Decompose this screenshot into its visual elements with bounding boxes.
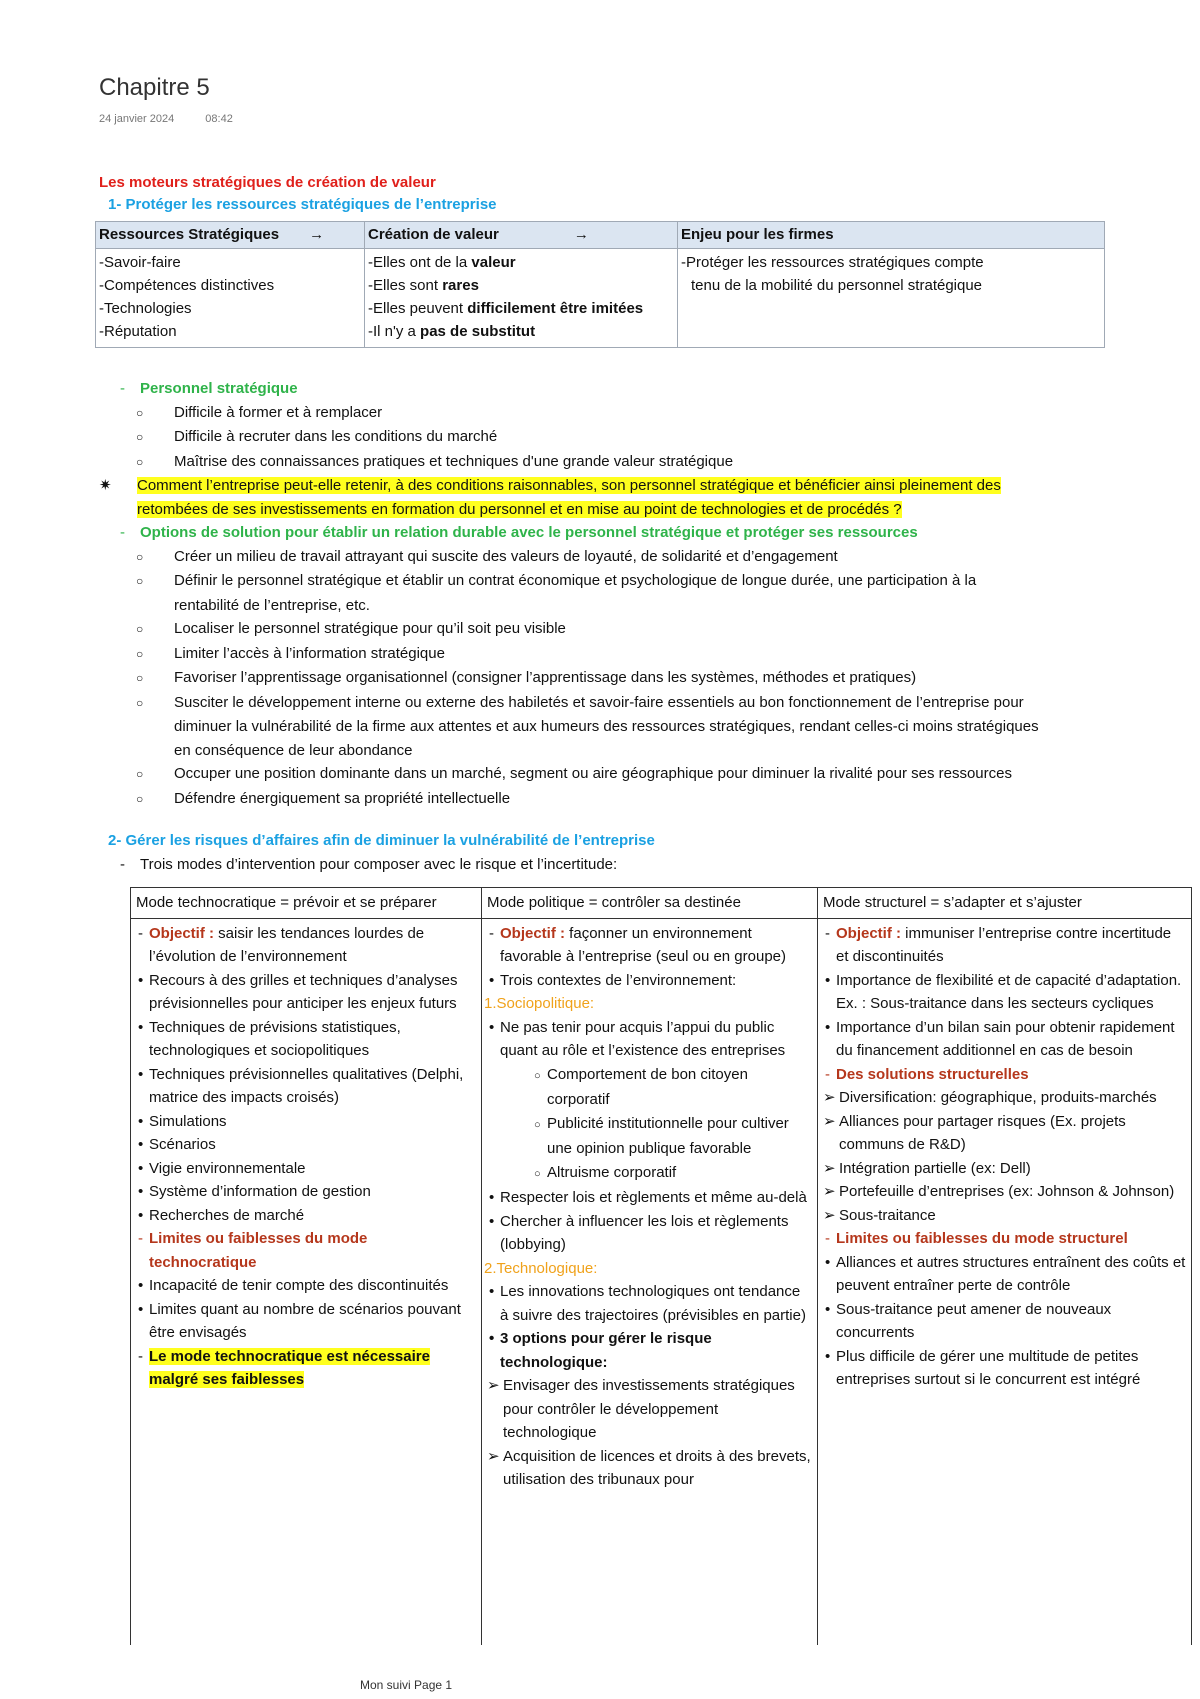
list-item: • Simulations [136,1110,476,1134]
circle-bullet-icon: ○ [136,454,144,469]
list-item: ➢ Portefeuille d’entreprises (ex: Johnson & Johnson) [823,1180,1186,1204]
list-item: ➢ Alliances pour partager risques (Ex. projets communs de R&D) [823,1110,1186,1157]
bullet-icon: • [489,1330,495,1347]
bullet-icon: • [489,971,495,989]
list-item: ➢ Sous-traitance [823,1204,1186,1228]
list-item: ➢ Diversification: géographique, produits-marchés [823,1086,1186,1110]
list-item: ○ Maîtrise des connaissances pratiques et techniques d'une grande valeur stratégique [99,450,1179,475]
table-header-cell: Mode technocratique = prévoir et se préparer [131,888,482,919]
table-header-cell: Ressources Stratégiques → [96,222,365,249]
bullet-icon: • [138,1277,144,1294]
list-item: ○ Comportement de bon citoyen corporatif [534,1065,748,1108]
table-cell: -Elles ont de la valeur -Elles sont rares -Elles peuvent difficilement être imitées -Il n'y a pas de substitut [365,249,678,348]
bullet-icon: • [138,1183,144,1200]
list-item: ○ Publicité institutionnelle pour cultiver une opinion publique favorable [534,1114,789,1157]
list-item: ○ Créer un milieu de travail attrayant qui suscite des valeurs de loyauté, de solidarité et d’engagement [99,545,1179,570]
bullet-icon: • [138,1018,144,1036]
page-timestamp [99,113,261,125]
list-item: • Respecter lois et règlements et même au-delà [487,1186,812,1210]
list-item: • Recours à des grilles et techniques d’analyses prévisionnelles pour anticiper les enjeux futurs [136,969,476,1016]
arrow-right-icon: → [309,226,325,243]
list-item: • Trois contextes de l’environnement: [487,969,812,993]
key-question: ✷ Comment l’entreprise peut-elle retenir, à des conditions raisonnables, son personnel stratégique et bénéficier ainsi pleinement des [99,474,1179,498]
page-date: 24 janvier 2024 [99,113,175,125]
star-bullet-icon: ✷ [99,477,112,494]
list-item: • Les innovations technologiques ont tendance à suivre des trajectoires (prévisibles en partie) [487,1280,812,1327]
arrow-bullet-icon: ➢ [487,1377,500,1394]
list-item: • Sous-traitance peut amener de nouveaux concurrents [823,1298,1186,1345]
resources-table [95,221,1105,348]
circle-bullet-icon: ○ [136,646,144,661]
list-item: • Techniques de prévisions statistiques, technologiques et sociopolitiques [136,1016,476,1063]
modes-table-header [131,888,1192,919]
list-item: ➢ Acquisition de licences et droits à des brevets, utilisation des tribunaux pour [487,1445,812,1492]
page-time: 08:42 [205,113,233,125]
table-cell: - Objectif : immuniser l’entreprise contre incertitude et discontinuités • Importance de flexibilité et de capacité d’adaptation. Ex. : Sous-traitance dans les secteurs cycliques • Importance d’un bilan sain pour obtenir rapidement du financement additionnel en cas de besoin - Des solutions structurelles ➢ Diversification: géographique, produits-marchés ➢ Alliances pour partager risques (Ex. projets communs de R&D) ➢ Intégration partielle (ex: Dell) ➢ Portefeuille d’entreprises (ex: Johnson & Johnson) ➢ Sous-traitance - Limites ou faiblesses du mode structurel • Alliances et autres structures entraînent des coûts et peuvent entraîner perte de contrôle • Sous-traitance peut amener de nouveaux concurrents • Plus difficile de gérer une multitude de petites entreprises surtout si le concurrent est intégré [818,918,1192,1645]
circle-bullet-icon: ○ [534,1118,541,1131]
arrow-bullet-icon: ➢ [823,1183,836,1200]
section1-heading: 1- Protéger les ressources stratégiques de l’entreprise [108,196,497,213]
arrow-bullet-icon: ➢ [487,1447,500,1465]
arrow-bullet-icon: ➢ [823,1112,836,1130]
list-item: • Alliances et autres structures entraînent des coûts et peuvent entraîner perte de contrôle [823,1251,1186,1298]
list-item: ○ Définir le personnel stratégique et établir un contrat économique et psychologique de longue durée, une participation à la rentabilité de l’entreprise, etc. [136,572,977,614]
table-header-cell: Enjeu pour les firmes [678,222,1105,249]
list-item: ○ Difficile à former et à remplacer [99,401,1179,426]
section2-intro: - Trois modes d’intervention pour composer avec le risque et l’incertitude: [120,856,618,873]
circle-bullet-icon: ○ [136,767,144,781]
bullet-icon: • [138,1065,144,1083]
table-cell: -Protéger les ressources stratégiques compte tenu de la mobilité du personnel stratégique [678,249,1105,348]
circle-bullet-icon: ○ [136,574,144,588]
bullet-icon: • [489,1018,495,1036]
arrow-right-icon: → [573,226,589,243]
table-cell: - Objectif : saisir les tendances lourdes de l’évolution de l’environnement • Recours à des grilles et techniques d’analyses prévisionnelles pour anticiper les enjeux futurs • Techniques de prévisions statistiques, technologiques et sociopolitiques • Techniques prévisionnelles qualitatives (Delphi, matrice des impacts croisés) • Simulations • Scénarios • Vigie environnementale • Système d’information de gestion • Recherches de marché - Limites ou faiblesses du mode technocratique • Incapacité de tenir compte des discontinuités • Limites quant au nombre de scénarios pouvant être envisagés - Le mode technocratique est nécessaire malgré ses faiblesses [131,918,482,1645]
bullet-icon: • [489,1189,495,1206]
bullet-icon: • [489,1283,495,1300]
options-heading: - Options de solution pour établir un relation durable avec le personnel stratégique et protéger ses ressources [120,524,918,541]
list-item: • Incapacité de tenir compte des discontinuités [136,1274,476,1298]
page-footer: Mon suivi Page 1 [360,1678,453,1692]
table-header-cell: Création de valeur → [365,222,678,249]
circle-bullet-icon: ○ [136,671,144,685]
list-item: • Vigie environnementale [136,1157,476,1181]
arrow-bullet-icon: ➢ [823,1159,836,1177]
modes-table-row [131,918,1192,1645]
arrow-bullet-icon: ➢ [823,1089,836,1106]
bullet-icon: • [489,1212,495,1230]
list-item: • Ne pas tenir pour acquis l’appui du public quant au rôle et l’existence des entreprises [487,1016,812,1063]
list-item: • Scénarios [136,1133,476,1157]
bullet-icon: • [138,1159,144,1177]
circle-bullet-icon: ○ [136,405,144,420]
list-item: ➢ Envisager des investissements stratégiques pour contrôler le développement technologique [487,1374,812,1445]
table-header-cell: Mode politique = contrôler sa destinée [482,888,818,919]
list-item: ○ Localiser le personnel stratégique pour qu’il soit peu visible [99,617,1179,642]
list-item: • Chercher à influencer les lois et règlements (lobbying) [487,1210,812,1257]
bullet-icon: • [138,1300,144,1318]
bullet-icon: • [138,971,144,989]
list-item: • Importance de flexibilité et de capacité d’adaptation. Ex. : Sous-traitance dans les secteurs cycliques [823,969,1186,1016]
main-heading: Les moteurs stratégiques de création de valeur [99,174,436,191]
bullet-icon: • [825,971,831,989]
bullet-icon: • [138,1136,144,1153]
list-item: • Recherches de marché [136,1204,476,1228]
list-item: ○ Susciter le développement interne ou externe des habiletés et savoir-faire essentiels au bon fonctionnement de l’entreprise pour diminuer la vulnérabilité de la firme aux attentes et aux humeurs des ressources stratégiques, rendant celles-ci moins stratégiques en conséquence de leur abondance [136,693,1039,759]
list-item: • Plus difficile de gérer une multitude de petites entreprises surtout si le concurrent est intégré [823,1345,1186,1392]
list-item: • Limites quant au nombre de scénarios pouvant être envisagés [136,1298,476,1345]
list-item: ○ Difficile à recruter dans les conditions du marché [99,425,1179,450]
list-item: • Techniques prévisionnelles qualitatives (Delphi, matrice des impacts croisés) [136,1063,476,1110]
bullet-icon: • [825,1253,831,1271]
circle-bullet-icon: ○ [136,549,144,564]
circle-bullet-icon: ○ [136,430,144,444]
list-item: • Importance d’un bilan sain pour obtenir rapidement du financement additionnel en cas de besoin [823,1016,1186,1063]
circle-bullet-icon: ○ [136,791,144,806]
circle-bullet-icon: ○ [136,622,144,636]
page-title: Chapitre 5 [99,74,210,101]
circle-bullet-icon: ○ [534,1167,541,1180]
bullet-icon: • [825,1347,831,1365]
list-item: ○ Favoriser l’apprentissage organisationnel (consigner l’apprentissage dans les systèmes, méthodes et pratiques) [99,666,1179,691]
list-item: ○ Limiter l’accès à l’information stratégique [99,642,1179,667]
bullet-icon: • [138,1206,144,1224]
list-item: ➢ Intégration partielle (ex: Dell) [823,1157,1186,1181]
resources-table-row [96,249,1105,348]
table-cell: -Savoir-faire -Compétences distinctives -Technologies -Réputation [96,249,365,348]
list-item: • Système d’information de gestion [136,1180,476,1204]
personnel-block: - Personnel stratégique ○ Difficile à former et à remplacer ○ Difficile à recruter dans les conditions du marché ○ Maîtrise des connaissances pratiques et techniques d'une grande valeur stratégique ✷ Comment l’entreprise peut-elle retenir, à des conditions raisonnables, son personnel stratégique et bénéficier ainsi pleinement des retombées de ses investissements en formation du personnel et en mise au point de technologies et de procédés ? - Options de solution pour établir un relation durable avec le personnel stratégique et protéger ses ressources ○ Créer un milieu de travail attrayant qui suscite des valeurs de loyauté, de solidarité et d’engagement ○ Définir le personnel stratégique et établir un contrat économique et psychologique de longue durée, une participation à la rentabilité de l’entreprise, etc. ○ Localiser le personnel stratégique pour qu’il soit peu visible ○ Limiter l’accès à l’information stratégique ○ Favoriser l’apprentissage organisationnel (consigner l’apprentissage dans les systèmes, méthodes et pratiques) ○ Susciter le développement interne ou externe des habiletés et savoir-faire essentiels au bon fonctionnement de l’entreprise pour diminuer la vulnérabilité de la firme aux attentes et aux humeurs des ressources stratégiques, rendant celles-ci moins stratégiques en conséquence de leur abondance ○ Occuper une position dominante dans un marché, segment ou aire géographique pour diminuer la rivalité pour ses ressources ○ Défendre énergiquement sa propriété intellectuelle [99,377,1179,811]
list-item: ○ Occuper une position dominante dans un marché, segment ou aire géographique pour diminuer la rivalité pour ses ressources [99,762,1179,787]
bullet-icon: • [138,1112,144,1130]
table-cell: - Objectif : façonner un environnement favorable à l’entreprise (seul ou en groupe) • Trois contextes de l’environnement: 1.Sociopolitique: • Ne pas tenir pour acquis l’appui du public quant au rôle et l’existence des entreprises ○ Comportement de bon citoyen corporatif ○ Publicité institutionnelle pour cultiver une opinion publique favorable ○ Altruisme corporatif • Respecter lois et règlements et même au-delà • Chercher à influencer les lois et règlements (lobbying) 2.Technologique: • Les innovations technologiques ont tendance à suivre des trajectoires (prévisibles en partie) • 3 options pour gérer le risque technologique: ➢ Envisager des investissements stratégiques pour contrôler le développement technologique ➢ Acquisition de licences et droits à des brevets, utilisation des tribunaux pour [482,918,818,1645]
circle-bullet-icon: ○ [136,695,144,710]
section2-heading: 2- Gérer les risques d’affaires afin de diminuer la vulnérabilité de l’entreprise [108,832,655,849]
resources-table-header [96,222,1105,249]
list-item: ○ Altruisme corporatif [487,1161,812,1187]
bullet-icon: • [825,1300,831,1318]
bullet-icon: • [825,1018,831,1036]
list-item: • 3 options pour gérer le risque technologique: [487,1327,812,1374]
arrow-bullet-icon: ➢ [823,1206,836,1224]
modes-table [130,887,1192,1645]
list-item: ○ Défendre énergiquement sa propriété intellectuelle [99,787,1179,812]
table-header-cell: Mode structurel = s’adapter et s’ajuster [818,888,1192,919]
personnel-heading: - Personnel stratégique [120,380,298,397]
circle-bullet-icon: ○ [534,1069,541,1082]
